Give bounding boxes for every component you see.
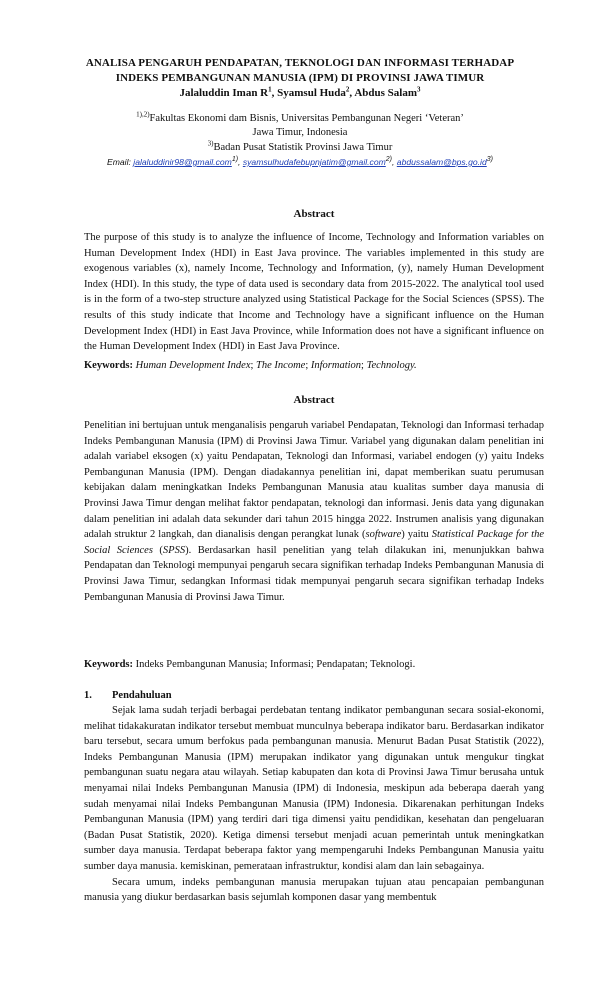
- email-label: Email:: [107, 157, 131, 167]
- email-line: Email: jalaluddinir98@gmail.com$^{1)}$, syamsulhudafebupnjatim@gmail.com$^{2)}$, $abdussalam@bps.go.id^{3)}$: [107, 156, 493, 167]
- abstract-id-part: ) yaitu: [401, 529, 432, 541]
- keywords-id: [84, 657, 544, 672]
- abstract-id-part: (: [152, 544, 163, 556]
- section-title: Pendahuluan: [112, 690, 172, 701]
- email-link-1[interactable]: jalaluddinir98@gmail.com: [133, 157, 232, 167]
- keywords-en: Keywords: Human Development Index; The Income; Information; Technology.: [84, 360, 417, 371]
- abstract-id-italic: software: [365, 529, 402, 541]
- keyword: Technology.: [366, 360, 417, 371]
- email-sup: 2): [385, 156, 393, 164]
- email-link-3[interactable]: abdussalam@bps.go.id: [396, 157, 487, 167]
- abstract-id-heading: Abstract: [293, 394, 335, 406]
- email-sup: 1): [231, 156, 239, 164]
- abstract-id-text: [84, 418, 544, 605]
- keywords-label: Keywords:: [84, 659, 133, 670]
- affiliation-2: [70, 141, 530, 155]
- abstract-id-part: Penelitian ini bertujuan untuk menganalisis pengaruh variabel Pendapatan, Teknologi dan Informasi terhadap Indeks Pembangunan Manusia (IPM) di Provinsi Jawa Timur. Variabel yang digunakan dalam penelitian ini adalah variabel eksogen (x) yaitu Pendapatan, Teknologi dan Informasi, variabel endogen (y) yaitu Indeks Pembangunan Manusia (IPM). Dengan diadakannya penelitian ini, dapat memberikan suatu perumusan kebijakan dalam meningkatkan Indeks Pembangunan Manusia atau kualitas sumber daya manusia di Provinsi Jawa Timur dengan melihat faktor pendapatan, teknologi dan informasi. Jenis data yang digunakan dalam penelitian ini adalah data sekunder dari tahun 2015 hingga 2022. Instrumen analisis yang digunakan adalah struktur 2 langkah, dan dianalisis dengan perangkat lunak (: [84, 420, 544, 541]
- email-link-2[interactable]: syamsulhudafebupnjatim@gmail.com: [242, 157, 386, 167]
- affiliation-text: Badan Pusat Statistik Provinsi Jawa Timur: [213, 142, 393, 153]
- keywords-label: Keywords:: [84, 360, 133, 371]
- author-name: Abdus Salam: [354, 87, 417, 99]
- abstract-en-text: The purpose of this study is to analyze the influence of Income, Technology and Information variables on Human Development Index (HDI) in East Java province. The variables implemented in this study are exogenous variables (x), namely Income, Technology and Information, (y), namely Human Development Index (HDI). In this study, the type of data used is secondary data from 2015-2022. The analytical tool used is in the form of a two-step structure analyzed using Statistical Package for the Social Sciences (SPSS). The results of this study indicate that Income and Technology have a significant influence on the Human Development Index (HDI) in East Java Province, while Information does not have a significant influence on the Human Development Index (HDI) in East Java Province.: [84, 232, 544, 353]
- abstract-id-italic: Statistical Package for the Social Sciences: [84, 529, 544, 556]
- affiliation-text: Fakultas Ekonomi dam Bisnis, Universitas Pembangunan Negeri ‘Veteran’: [149, 113, 464, 124]
- keywords-text: Indeks Pembangunan Manusia; Informasi; Pendapatan; Teknologi.: [135, 659, 416, 670]
- author-name: Syamsul Huda: [277, 87, 346, 99]
- author-name: Jalaluddin Iman R: [179, 87, 269, 99]
- affiliation-1: [70, 112, 530, 126]
- section-number: 1.: [84, 690, 92, 701]
- email-sup: 3): [486, 156, 493, 164]
- affiliation-1-line2: Jawa Timur, Indonesia: [252, 127, 348, 138]
- section-paragraph-2: Secara umum, indeks pembangunan manusia merupakan tujuan atau pencapaian pembangunan manusia yang diukur berdasarkan basis sejumlah komponen dasar yang membentuk: [84, 876, 544, 904]
- affiliation-sup: 3): [207, 139, 214, 148]
- abstract-en-heading: Abstract: [293, 208, 335, 220]
- abstract-id-part: ). Berdasarkan hasil penelitian yang telah dilakukan ini, menunjukkan bahwa Pendapatan dan Teknologi mempunyai pengaruh secara signifikan terhadap Indeks Pembangunan Manusia di Provinsi Jawa Timur, sedangkan Informasi tidak mempunyai pengaruh secara signifikan terhadap Indeks Pembangunan Manusia di Provinsi Jawa Timur.: [84, 544, 544, 603]
- author-list: Jalaluddin Iman $R^1$, Syamsul Huda$^2$, Abdus Salam$^3$: [179, 85, 421, 99]
- section-paragraph-1: Sejak lama sudah terjadi berbagai perdebatan tentang indikator pembangunan secara sosial-ekonomi, melihat tidakakuratan indikator tersebut membuat munculnya beberapa indikator baru. Berdasarkan indikator baru tersebut, secara umum berfokus pada pembangunan manusia. Menurut Badan Pusat Statistik (2022), Indeks Pembangunan Manusia (IPM) merupakan indikator yang digunakan untuk mengukur tingkat pembangunan suatu negara atau wilayah. Setiap kabupaten dan kota di Provinsi Jawa Timur berusaha untuk menyamai nilai Indeks Pembangunan Manusia (IPM) di Indonesia, meskipun ada beberapa daerah yang sudah menyamai nilai Indeks Pembangunan Manusia (IPM) Indonesia. Dikarenakan perhitungan Indeks Pembangunan Manusia (IPM) yang terdiri dari tiga dimensi yaitu pendidikan, kesehatan dan pengeluaran (Badan Pusat Statistik, 2020). Ketiga dimensi tersebut menjadi acuan pemerintah untuk meningkatkan sumber daya manusia. Terdapat beberapa faktor yang mempengaruhi Indeks Pembangunan Manusia yaitu sumber daya manusia. kemiskinan, pemerataan infrastruktur, kondisi alam dan lain sebagainya.: [84, 705, 544, 872]
- keyword: Human Development Index: [135, 360, 251, 371]
- author-sup: 3: [417, 85, 421, 94]
- paper-title: ANALISA PENGARUH PENDAPATAN, TEKNOLOGI DAN INFORMASI TERHADAP INDEKS PEMBANGUNAN MANUSIA (IPM) DI PROVINSI JAWA TIMUR: [85, 57, 515, 84]
- author-sup: 1: [268, 85, 272, 94]
- affiliation-sup: 1),2): [136, 110, 150, 119]
- abstract-id-italic: SPSS: [162, 544, 186, 556]
- keyword: The Income: [256, 360, 306, 371]
- keyword: Information: [310, 360, 362, 371]
- author-sup: 2: [345, 85, 350, 94]
- section-body: [84, 703, 544, 906]
